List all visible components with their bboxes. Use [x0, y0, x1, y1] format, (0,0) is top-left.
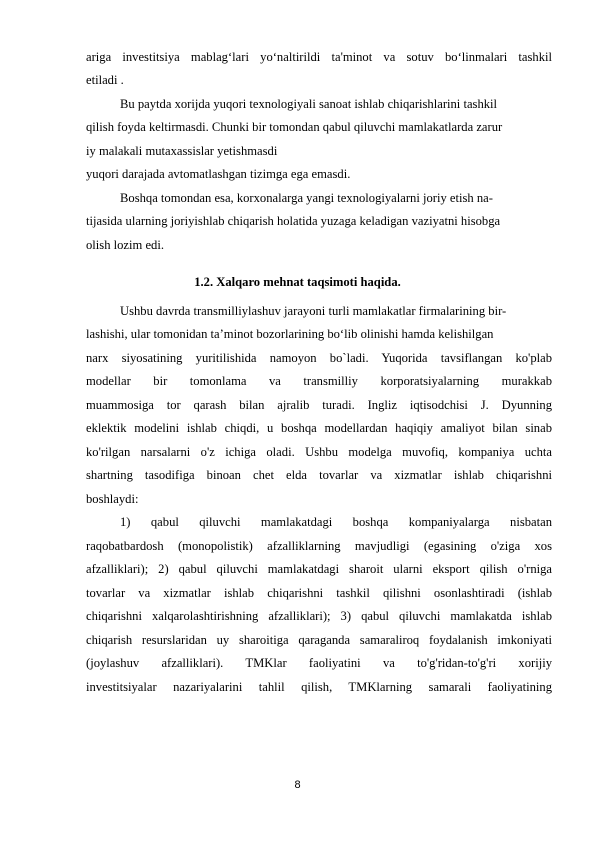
- text-line: narx siyosatining yuritilishida namoyon bo`ladi. Yuqorida tavsiflangan ko'plab: [86, 351, 552, 365]
- text-line: ariga investitsiya mablag‘lari yo‘naltirildi ta'minot va sotuv bo‘linmalari tashkil: [86, 50, 552, 64]
- text-line: chiqarish resurslaridan uy sharoitiga qaraganda samaraliroq foydalanish imkoniyati: [86, 633, 552, 647]
- text-line: (joylashuv afzalliklari). TMKlar faoliyatini va to'g'ridan-to'g'ri xorijiy: [86, 656, 552, 670]
- text-line: tijasida ularning joriyishlab chiqarish holatida yuzaga keladigan vaziyatni hisobga: [86, 214, 501, 228]
- text-line: modellar bir tomonlama va transmilliy korporatsiyalarning murakkab: [86, 374, 552, 388]
- text-line: yuqori darajada avtomatlashgan tizimga ega emasdi.: [86, 167, 351, 181]
- text-line: tovarlar va xizmatlar ishlab chiqarishni tashkil qilishni osonlashtiradi (ishlab: [86, 586, 552, 600]
- text-line: iy malakali mutaxassislar yetishmasdi: [86, 144, 278, 158]
- text-line: afzalliklari); 2) qabul qiluvchi mamlakatdagi sharoit ularni eksport qilish o'rniga: [86, 562, 552, 576]
- text-line: muammosiga tor qarash bilan ajralib turadi. Ingliz iqtisodchisi J. Dyunning: [86, 398, 552, 412]
- text-line: qilish foyda keltirmasdi. Chunki bir tomondan qabul qiluvchi mamlakatlarda zarur: [86, 120, 503, 134]
- text-line: eklektik modelini ishlab chiqdi, u boshqa modellardan haqiqiy amaliyot bilan sinab: [86, 421, 552, 435]
- text-line: boshlaydi:: [86, 492, 139, 506]
- text-line: Boshqa tomondan esa, korxonalarga yangi texnologiyalarni joriy etish na-: [120, 191, 493, 205]
- text-line: 1) qabul qiluvchi mamlakatdagi boshqa kompaniyalarga nisbatan: [120, 515, 552, 529]
- text-line: investitsiyalar nazariyalarini tahlil qilish, TMKlarning samarali faoliyatining: [86, 680, 552, 694]
- text-line: Ushbu davrda transmilliylashuv jarayoni turli mamlakatlar firmalarining bir-: [120, 304, 507, 318]
- text-line: chiqarishni xalqarolashtirishning afzalliklari); 3) qabul qiluvchi mamlakatda ishlab: [86, 609, 552, 623]
- text-line: Bu paytda xorijda yuqori texnologiyali sanoat ishlab chiqarishlarini tashkil: [120, 97, 498, 111]
- text-line: olish lozim edi.: [86, 238, 165, 252]
- text-line: shartning tasodifiga binoan chet elda tovarlar va xizmatlar ishlab chiqarishni: [86, 468, 552, 482]
- text-line: etiladi .: [86, 73, 124, 87]
- section-heading: 1.2. Xalqaro mehnat taqsimoti haqida.: [194, 275, 401, 289]
- text-line: lashishi, ular tomonidan ta’minot bozorlarining bo‘lib olinishi hamda kelishilgan: [86, 327, 494, 341]
- text-line: ko'rilgan narsalarni o'z ichiga oladi. Ushbu modelga muvofiq, kompaniya uchta: [86, 445, 552, 459]
- text-line: raqobatbardosh (monopolistik) afzalliklarning mavjudligi (egasining o'ziga xos: [86, 539, 552, 553]
- page-number: 8: [294, 779, 301, 791]
